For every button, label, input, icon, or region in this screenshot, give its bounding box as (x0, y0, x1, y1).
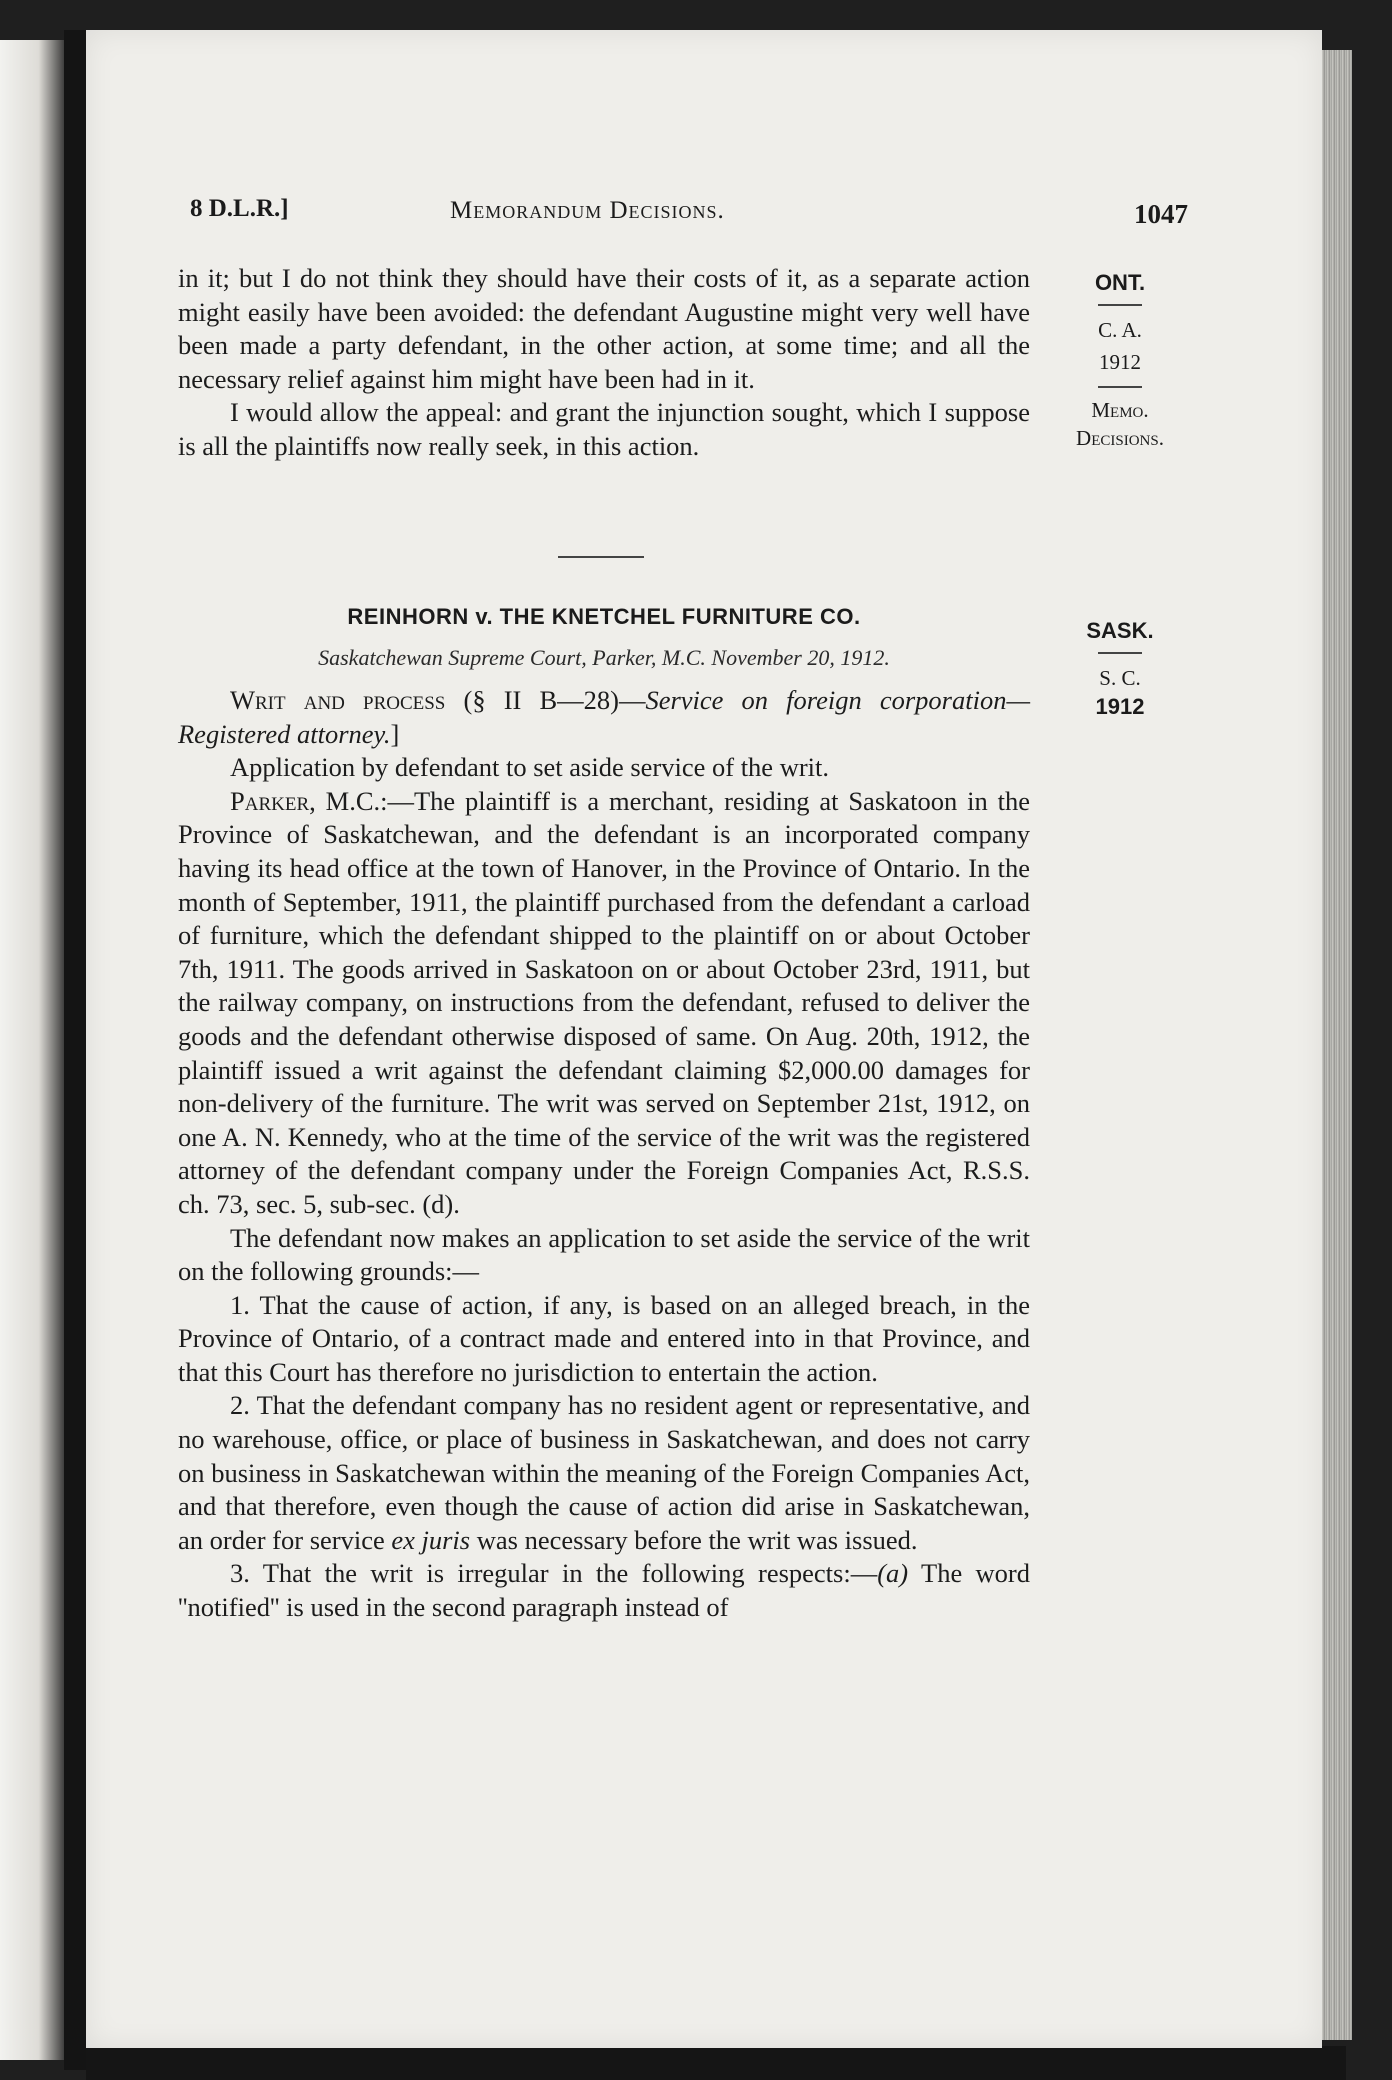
margin-divider (1098, 304, 1142, 306)
volume-reference: 8 D.L.R.] (190, 195, 289, 222)
judgment-text: :—The plaintiff is a merchant, residing at Saskatoon in the Province of Saskatchewan, and the defendant is an incorporated company having its head office at the town of Hanover, in the Province of Ontario. In the month of September, 1911, the plaintiff purchased from the defendant a carload of furniture, which the defendant shipped to the plaintiff on or about October 7th, 1911. The goods arrived in Saskatoon on or about October 23rd, 1911, but the railway company, on instructions from the defendant, refused to deliver the goods and the defendant otherwise disposed of same. On Aug. 20th, 1912, the plaintiff issued a writ against the defendant claiming $2,000.00 damages for non-delivery of the furniture. The writ was served on September 21st, 1912, on one A. N. Kennedy, who at the time of the service of the writ was the registered attorney of the defendant company under the Foreign Companies Act, R.S.S. ch. 73, sec. 5, sub-sec. (d). (178, 785, 1030, 1219)
application-line: Application by defendant to set aside service of the writ. (230, 752, 830, 783)
grounds-intro: The defendant now makes an application to set aside the service of the writ on the following grounds:— (178, 1222, 1030, 1287)
book-binding-gutter (64, 30, 86, 2070)
left-page-edge (0, 40, 70, 2060)
margin-divider (1098, 652, 1142, 654)
section-divider (558, 556, 644, 558)
margin-court: S. C. (1099, 666, 1141, 690)
case-body (178, 684, 1030, 1625)
ground-2-text-end: was necessary before the writ was issued. (470, 1524, 918, 1555)
headnote-reference: (§ II B—28)— (445, 685, 646, 715)
ground-2 (178, 1389, 1030, 1557)
margin-label: Memo. (1091, 398, 1149, 422)
previous-case-text (178, 262, 1030, 464)
court-line: Saskatchewan Supreme Court, Parker, M.C. November 20, 1912. (318, 645, 890, 670)
ground-3 (178, 1557, 1030, 1624)
margin-province: SASK. (1086, 618, 1154, 643)
running-head (190, 195, 1190, 235)
previous-case-paragraph: I would allow the appeal: and grant the injunction sought, which I suppose is all the plaintiffs now really seek, in this action. (178, 397, 1030, 461)
margin-province: ONT. (1094, 270, 1146, 295)
ground-3-marker: (a) (877, 1558, 909, 1589)
previous-case-paragraph: in it; but I do not think they should have their costs of it, as a separate action might easily have been avoided: the defendant Augustine might very well have been made a party defendant, in the other action, at some time; and all the necessary relief against him might have been had in it. (178, 263, 1030, 394)
ground-1: 1. That the cause of action, if any, is based on an alleged breach, in the Province of Ontario, of a contract made and entered into in that Province, and that this Court has therefore no jurisdiction to entertain the action. (178, 1289, 1030, 1387)
judgment-paragraph (178, 785, 1030, 1222)
margin-divider (1098, 386, 1142, 388)
headnote (178, 684, 1030, 751)
running-title: Memorandum Decisions. (450, 197, 725, 224)
headnote-topic: Service on foreign corporation—Registered attorney. (178, 685, 1031, 749)
ground-3-text-end: The word ''notified'' is used in the second paragraph instead of (178, 1558, 1031, 1623)
margin-year: 1912 (1095, 694, 1145, 719)
margin-note-ont (1055, 270, 1185, 452)
ground-3-text: 3. That the writ is irregular in the following respects:— (230, 1558, 878, 1589)
bottom-shadow (86, 2046, 1346, 2080)
judge-name: Parker, M.C. (230, 785, 381, 816)
headnote-label: Writ and process (230, 685, 446, 715)
margin-court: C. A. (1098, 318, 1142, 342)
margin-year: 1912 (1099, 350, 1141, 374)
ground-2-text: 2. That the defendant company has no resident agent or representative, and no warehouse, office, or place of business in Saskatchewan, and does not carry on business in Saskatchewan within the meaning of the Foreign Companies Act, and that therefore, even though the cause of action did arise in Saskatchewan, an order for service (178, 1390, 1030, 1555)
case-title: REINHORN v. THE KNETCHEL FURNITURE CO. (347, 604, 861, 629)
headnote-bracket: ] (390, 718, 400, 749)
margin-label: Decisions. (1076, 426, 1164, 450)
margin-note-sask (1055, 618, 1185, 720)
page-number: 1047 (1134, 199, 1188, 229)
ground-2-latin: ex juris (391, 1524, 471, 1555)
